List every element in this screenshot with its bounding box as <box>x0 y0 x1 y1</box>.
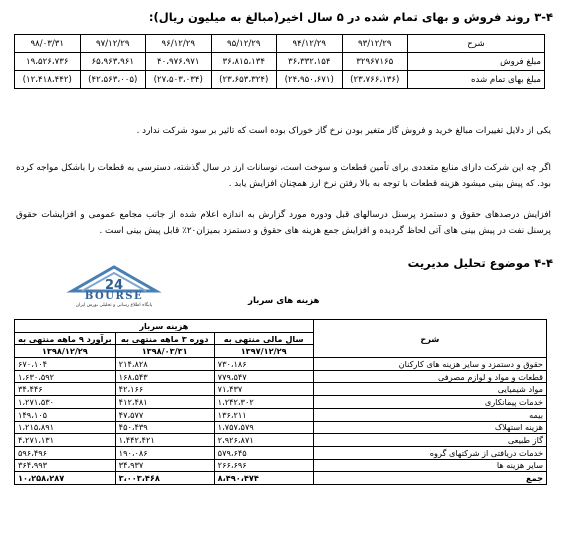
table-row <box>15 434 547 447</box>
header-cell: سال مالی منتهی به <box>214 332 313 345</box>
table-cell: ۱،۴۴۲،۴۲۱ <box>115 434 214 447</box>
svg-text:پایگاه اطلاع رسانی و تحلیلی بو: پایگاه اطلاع رسانی و تحلیلی بورس ایران <box>75 303 153 307</box>
table-cell: ۱،۲۷۱،۵۳۰ <box>15 396 116 409</box>
row-label: مواد شیمیایی <box>313 383 546 396</box>
table-cell: ۳۶،۳۳۲،۱۵۴ <box>277 53 343 71</box>
table-cell: ۱۴۹،۱۰۵ <box>15 408 116 421</box>
table-cell: ۷۷۹،۵۴۷ <box>214 370 313 383</box>
overhead-caption: هزینه های سربار <box>248 296 320 306</box>
table-cell: ۱،۷۵۷،۵۷۹ <box>214 421 313 434</box>
table-cell: ۲۶۶،۶۹۶ <box>214 459 313 472</box>
table-cell: ۵۹۶،۴۹۶ <box>15 446 116 459</box>
total-cell: ۱۰،۲۵۸،۲۸۷ <box>15 472 116 485</box>
group-header: هزینه سربار <box>15 320 314 333</box>
table-cell: ۷۱،۴۳۷ <box>214 383 313 396</box>
table-cell: ۲۱۴،۸۲۸ <box>115 358 214 371</box>
header-cell: شرح <box>408 35 545 53</box>
table-cell: ۱۳۶،۲۱۱ <box>214 408 313 421</box>
table-cell: ۱،۲۴۲،۳۰۲ <box>214 396 313 409</box>
row-label: خدمات پیمانکاری <box>313 396 546 409</box>
table-cell: ۱۹۰،۰۸۶ <box>115 446 214 459</box>
header-cell: ۹۶/۱۲/۲۹ <box>146 35 212 53</box>
section-title-sales-trend: ۳-۴ روند فروش و بهای تمام شده در ۵ سال اخیر(مبالغ به میلیون ریال): <box>148 10 553 24</box>
header-cell: ۹۴/۱۲/۲۹ <box>277 35 343 53</box>
header-cell: ۹۳/۱۲/۲۹ <box>342 35 408 53</box>
total-label: جمع <box>313 472 546 485</box>
row-label: سایر هزینه ها <box>313 459 546 472</box>
header-cell: ۹۷/۱۲/۲۹ <box>80 35 146 53</box>
table-row <box>15 370 547 383</box>
row-label: گاز طبیعی <box>313 434 546 447</box>
table-header-row <box>15 320 547 333</box>
table-cell: (۲۷،۵۰۳،۰۳۴) <box>146 71 212 89</box>
header-date-cell: ۱۳۹۸/۱۲/۲۹ <box>15 345 116 358</box>
table-cell: ۴۵۰،۴۳۹ <box>115 421 214 434</box>
header-cell: ۹۵/۱۲/۲۹ <box>211 35 277 53</box>
table-total-row <box>15 472 547 485</box>
table-row <box>15 446 547 459</box>
table-cell: ۳۶،۸۱۵،۱۳۴ <box>211 53 277 71</box>
header-cell: برآورد ۹ ماهه منتهی به <box>15 332 116 345</box>
header-cell: دوره ۳ ماهه منتهی به <box>115 332 214 345</box>
table-cell: ۱۶۸،۵۴۳ <box>115 370 214 383</box>
header-date-cell: ۱۳۹۷/۱۲/۲۹ <box>214 345 313 358</box>
row-label: مبلغ بهای تمام شده <box>408 71 545 89</box>
bourse-logo <box>64 263 164 307</box>
table-header-row <box>15 35 545 53</box>
table-cell: ۴۷،۵۷۷ <box>115 408 214 421</box>
table-cell: ۷۳۰،۱۸۶ <box>214 358 313 371</box>
table-cell: ۳۴،۹۳۷ <box>115 459 214 472</box>
table-row <box>15 459 547 472</box>
paragraph-parts-supply: اگر چه این شرکت دارای منابع متعددی برای تأمین قطعات و سوخت است، نوسانات ارز در سال گذشته، دسترسی به قطعات را باشکل مواجه کرده بود. که پیش بینی میشود هزینه قطعات با توجه به بالا رفتن نرخ ارز همچنان افزایش یابد . <box>16 163 551 189</box>
svg-text:24: 24 <box>104 278 124 293</box>
row-label: خدمات دریافتی از شرکتهای گروه <box>313 446 546 459</box>
row-label: بیمه <box>313 408 546 421</box>
table-cell: ۴۰،۹۷۶،۹۷۱ <box>146 53 212 71</box>
table-cell: ۱۹،۵۲۶،۷۳۶ <box>15 53 81 71</box>
table-cell: (۲۴،۹۵۰،۶۷۱) <box>277 71 343 89</box>
row-label: حقوق و دستمزد و سایر هزینه های کارکنان <box>313 358 546 371</box>
table-cell: ۶۵،۹۶۳،۹۶۱ <box>80 53 146 71</box>
row-label: قطعات و مواد و لوازم مصرفی <box>313 370 546 383</box>
row-label: هزینه استهلاک <box>313 421 546 434</box>
table-cell: (۱۲،۴۱۸،۴۴۲) <box>15 71 81 89</box>
section-title-management-analysis: ۴-۴ موضوع تحلیل مدیریت <box>407 256 553 270</box>
row-label: مبلغ فروش <box>408 53 545 71</box>
desc-header: شرح <box>313 320 546 358</box>
table-cell: ۱،۲۱۵،۸۹۱ <box>15 421 116 434</box>
table-cell: ۵۷۹،۶۴۵ <box>214 446 313 459</box>
table-cell: ۱،۶۳۰،۵۹۲ <box>15 370 116 383</box>
table-row <box>15 358 547 371</box>
paragraph-salary-increase: افزایش درصدهای حقوق و دستمزد پرسنل درسالهای قبل ودوره مورد گزارش به اندازه اعلام شده از جانب مجامع عمومی و افزایشات حقوق پرسنل نفت در پیش بینی های آتی لحاظ گردیده و افزایش جمع هزینه های حقوق و دستمزد بمیزان۲۰٪ قابل پیش بینی است . <box>16 210 551 236</box>
table-cell: (۲۳،۷۶۶،۱۳۶) <box>342 71 408 89</box>
svg-text:BOURSE: BOURSE <box>84 291 144 302</box>
table-row <box>15 396 547 409</box>
header-cell: ۹۸/۰۳/۳۱ <box>15 35 81 53</box>
overhead-costs-table <box>14 319 547 485</box>
table-row <box>15 53 545 71</box>
table-row <box>15 408 547 421</box>
table-cell: ۲،۹۲۶،۸۷۱ <box>214 434 313 447</box>
table-cell: ۳۶۴،۹۹۳ <box>15 459 116 472</box>
table-cell: ۶۷۰،۱۰۴ <box>15 358 116 371</box>
total-cell: ۳،۰۰۳،۴۶۸ <box>115 472 214 485</box>
paragraph-gas-price: یکی از دلایل تغییرات مبالغ خرید و فروش گاز متغیر بودن نرخ گاز خوراک بوده است که تاثیر بر سود شرکت ندارد . <box>136 126 551 136</box>
table-row <box>15 421 547 434</box>
table-cell: ۴۲،۱۶۶ <box>115 383 214 396</box>
table-cell: (۴۲،۵۶۳،۰۰۵) <box>80 71 146 89</box>
sales-trend-table <box>14 34 545 89</box>
table-row <box>15 383 547 396</box>
table-row <box>15 71 545 89</box>
table-cell: ۴۱۲،۴۸۱ <box>115 396 214 409</box>
bourse-logo-mark <box>64 263 164 307</box>
table-cell: ۳۲۹۶۷۱۶۵ <box>342 53 408 71</box>
total-cell: ۸،۴۹۰،۴۷۴ <box>214 472 313 485</box>
table-cell: ۴،۲۷۱،۱۳۱ <box>15 434 116 447</box>
table-cell: (۲۳،۶۵۳،۳۲۴) <box>211 71 277 89</box>
table-cell: ۳۴،۴۴۶ <box>15 383 116 396</box>
header-date-cell: ۱۳۹۸/۰۳/۳۱ <box>115 345 214 358</box>
